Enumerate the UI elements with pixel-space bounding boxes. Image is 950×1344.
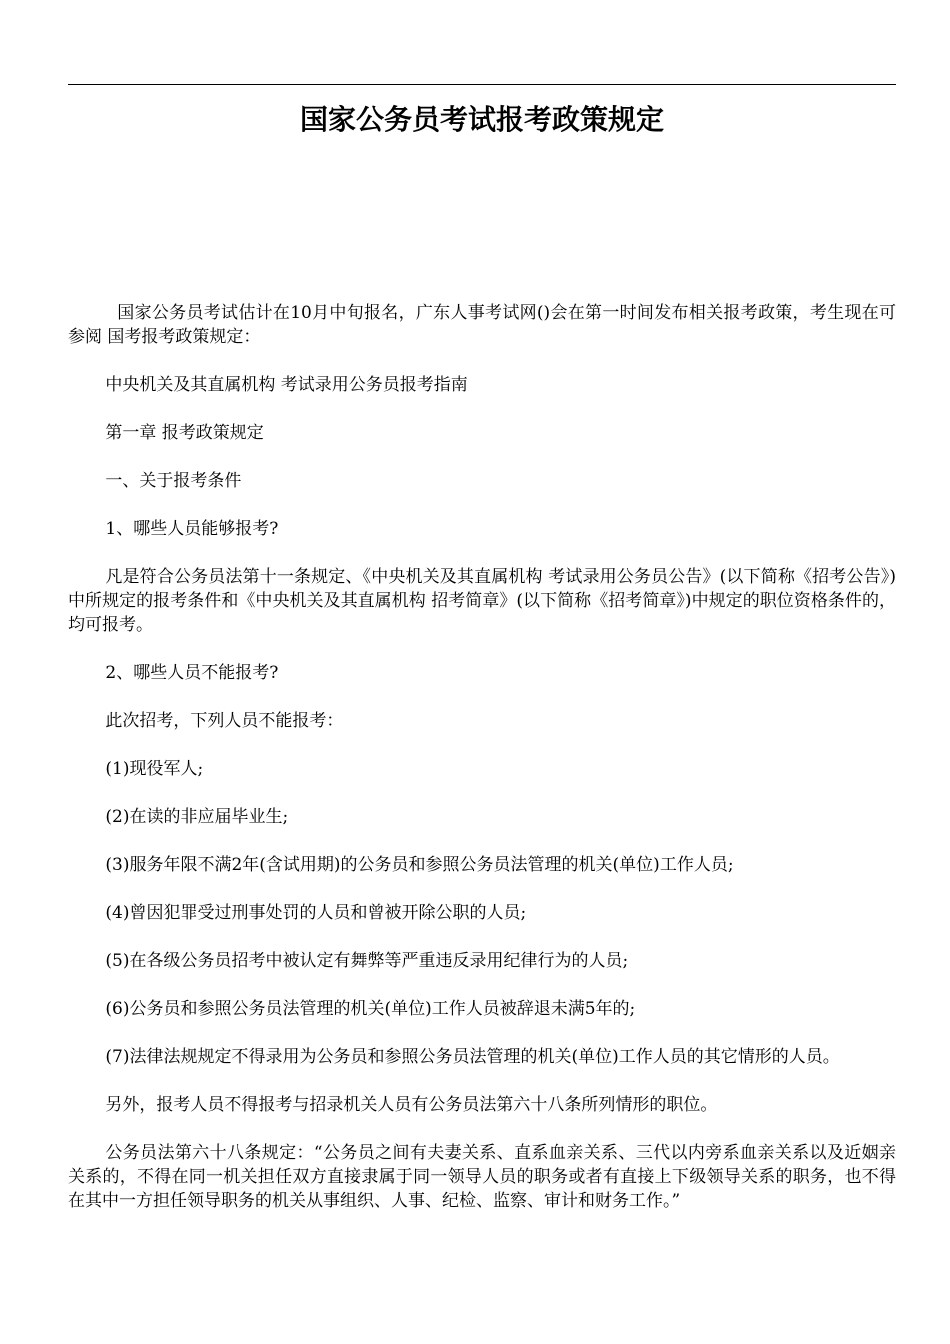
list-item-1: (1)现役军人; — [105, 759, 204, 779]
list-item-4: (4)曾因犯罪受过刑事处罚的人员和曾被开除公职的人员; — [105, 903, 527, 923]
question-2: 2、哪些人员不能报考? — [105, 663, 279, 683]
additional-note: 另外，报考人员不得报考与招录机关人员有公务员法第六十八条所列情形的职位。 — [105, 1095, 718, 1115]
intro-paragraph: 国家公务员考试估计在10月中旬报名，广东人事考试网()会在第一时间发布相关报考政策，考生现在可参阅 国考报考政策规定： — [68, 303, 896, 347]
answer-1: 凡是符合公务员法第十一条规定、《中央机关及其直属机构 考试录用公务员公告》(以下简称《招考公告》)中所规定的报考条件和《中央机关及其直属机构 招考简章》(以下简称《招考简章》)中规定的职位资格条件的，均可报考。 — [68, 567, 896, 635]
section-heading: 一、关于报考条件 — [105, 471, 242, 491]
list-item-7: (7)法律法规规定不得录用为公务员和参照公务员法管理的机关(单位)工作人员的其它情形的人员。 — [105, 1047, 840, 1067]
list-item-6: (6)公务员和参照公务员法管理的机关(单位)工作人员被辞退未满5年的; — [105, 999, 636, 1019]
header-rule — [68, 84, 896, 85]
list-item-2: (2)在读的非应届毕业生; — [105, 807, 289, 827]
list-item-5: (5)在各级公务员招考中被认定有舞弊等严重违反录用纪律行为的人员; — [105, 951, 629, 971]
answer-2-intro: 此次招考，下列人员不能报考： — [105, 711, 344, 731]
guide-heading: 中央机关及其直属机构 考试录用公务员报考指南 — [105, 375, 468, 395]
chapter-heading: 第一章 报考政策规定 — [105, 423, 264, 443]
question-1: 1、哪些人员能够报考? — [105, 519, 279, 539]
law-article-68: 公务员法第六十八条规定：“公务员之间有夫妻关系、直系血亲关系、三代以内旁系血亲关系以及近姻亲关系的，不得在同一机关担任双方直接隶属于同一领导人员的职务或者有直接上下级领导关系的职务，也不得在其中一方担任领导职务的机关从事组织、人事、纪检、监察、审计和财务工作。” — [68, 1143, 896, 1211]
document-title: 国家公务员考试报考政策规定 — [299, 103, 664, 136]
document-body — [68, 301, 896, 1237]
list-item-3: (3)服务年限不满2年(含试用期)的公务员和参照公务员法管理的机关(单位)工作人员; — [105, 855, 734, 875]
